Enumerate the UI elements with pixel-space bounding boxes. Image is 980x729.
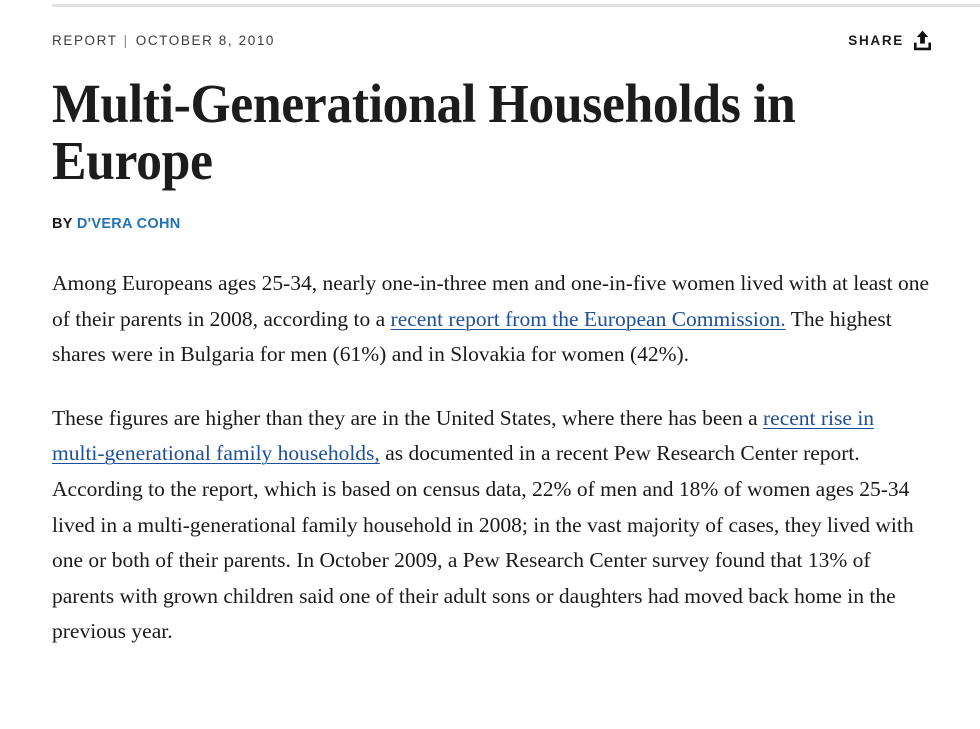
upload-share-icon bbox=[913, 30, 932, 51]
page-title: Multi-Generational Households in Europe bbox=[52, 73, 796, 191]
author-link[interactable]: D'VERA COHN bbox=[76, 216, 181, 232]
paragraph-text: These figures are higher than they are in the United States, where there has been a bbox=[52, 405, 764, 430]
article-meta-row bbox=[52, 0, 932, 58]
article-content bbox=[52, 0, 932, 650]
content-type-label: REPORT bbox=[52, 32, 118, 48]
share-button-label: SHARE bbox=[848, 32, 904, 48]
byline-prefix: BY bbox=[52, 216, 73, 232]
inline-link[interactable]: recent report from the European Commission. bbox=[390, 306, 786, 331]
paragraph-text: The highest shares were in Bulgaria for men (61%) and in Slovakia for women (42%). bbox=[52, 306, 892, 367]
byline bbox=[52, 216, 932, 232]
article-body bbox=[52, 266, 932, 650]
paragraph-text: as documented in a recent Pew Research Center report. According to the report, which is based on census data, 22% of men and 18% of women ages 25-34 lived in a multi-generational family household in 2008; in the vast majority of cases, they lived with one or both of their parents. In October 2009, a Pew Research Center survey found that 13% of parents with grown children said one of their adult sons or daughters had moved back home in the previous year. bbox=[52, 441, 914, 644]
breadcrumb bbox=[52, 33, 275, 48]
paragraph-2 bbox=[52, 401, 930, 650]
publish-date: OCTOBER 8, 2010 bbox=[135, 32, 276, 48]
paragraph-1 bbox=[52, 266, 930, 373]
paragraph-text: Among Europeans ages 25-34, nearly one-in-three men and one-in-five women lived with at least one of their parents in 2008, according to a bbox=[52, 271, 930, 331]
meta-separator: | bbox=[123, 32, 129, 48]
inline-link[interactable]: recent rise in multi-generational family households, bbox=[52, 405, 875, 466]
share-button[interactable] bbox=[848, 30, 932, 51]
